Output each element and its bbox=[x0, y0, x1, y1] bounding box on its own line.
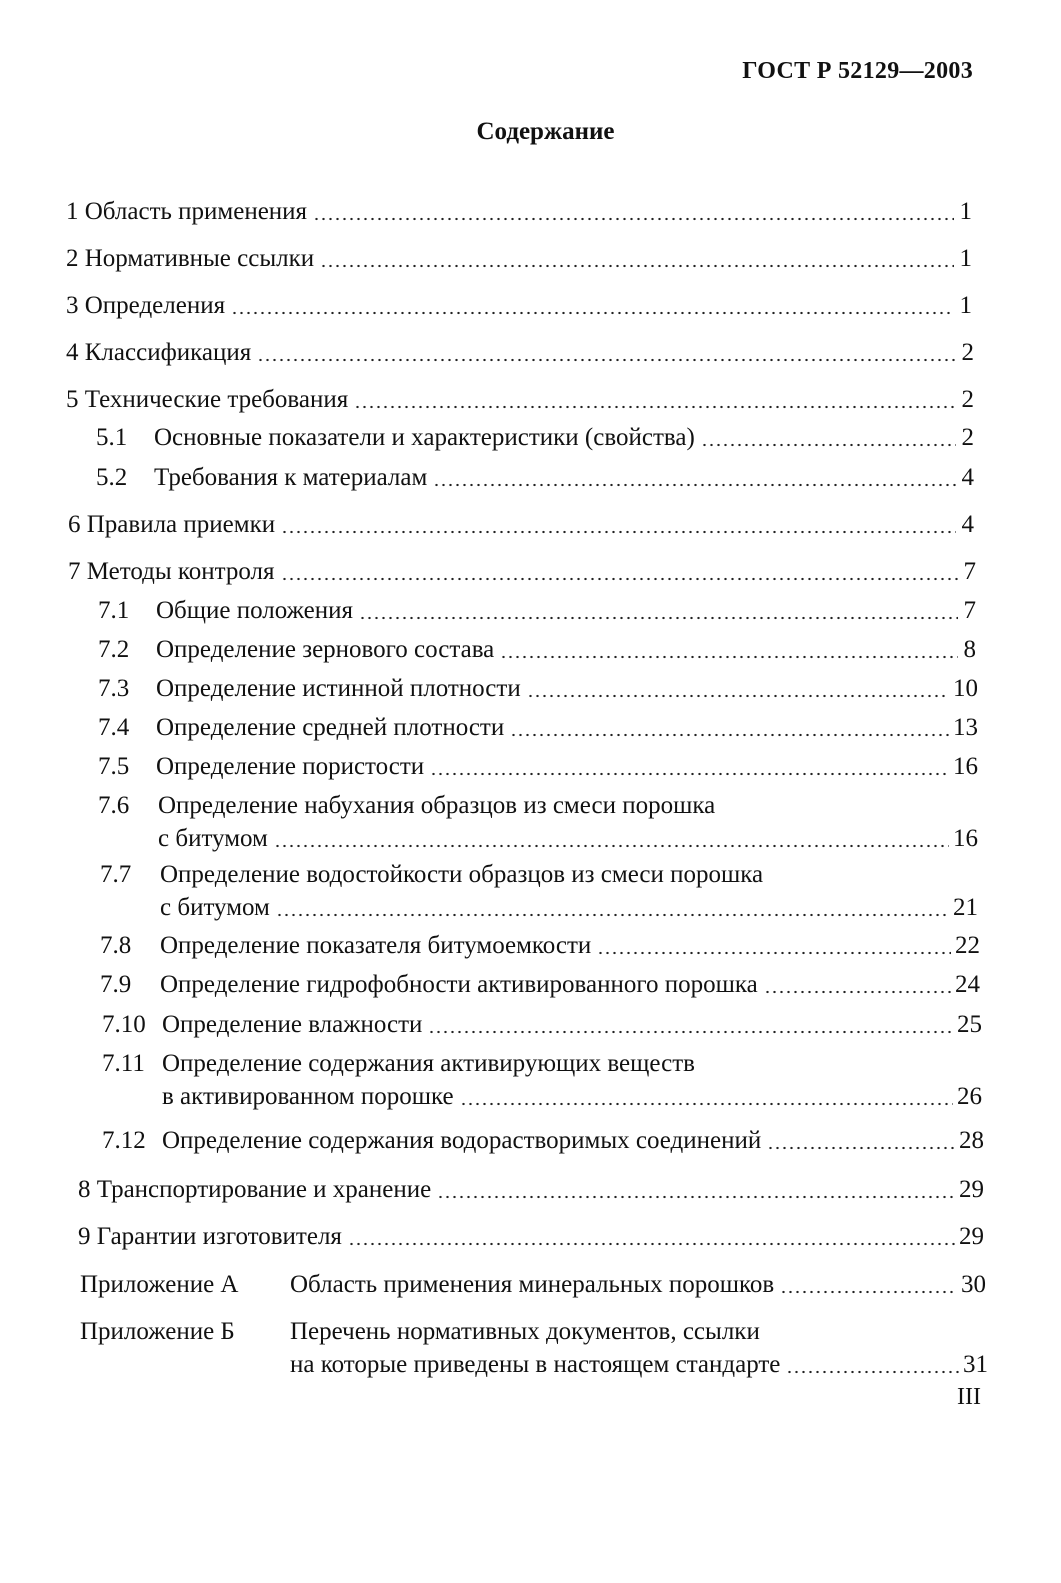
toc-entry[interactable] bbox=[78, 1173, 984, 1206]
toc-entry[interactable] bbox=[66, 195, 972, 228]
toc-entry-number: 7.5 bbox=[98, 753, 130, 780]
toc-entry[interactable] bbox=[68, 555, 976, 588]
toc-entry-title: Правила приемки bbox=[86, 511, 276, 538]
toc-entry-number: 5.1 bbox=[96, 424, 128, 451]
toc-entry[interactable] bbox=[66, 336, 974, 369]
dot-leader bbox=[597, 951, 951, 955]
toc-entry-title: Основные показатели и характеристики (свойства) bbox=[154, 424, 695, 451]
toc-entry-page: 13 bbox=[953, 714, 978, 741]
toc-entry-page: 24 bbox=[955, 971, 980, 998]
toc-entry-number: 7.4 bbox=[98, 714, 130, 741]
toc-entry[interactable] bbox=[68, 508, 974, 541]
toc-entry-page: 22 bbox=[955, 932, 980, 959]
toc-entry-title: Требования к материалам bbox=[154, 464, 428, 491]
toc-entry-title: Область применения минеральных порошков bbox=[290, 1271, 775, 1298]
toc-title: Содержание bbox=[476, 118, 615, 145]
toc-entry-number: 1 bbox=[66, 198, 79, 225]
toc-entry-page: 2 bbox=[961, 386, 974, 413]
appendix-label: Приложение Б bbox=[80, 1318, 235, 1345]
dot-leader bbox=[274, 844, 949, 848]
toc-entry-page: 26 bbox=[957, 1083, 982, 1110]
page-number: III bbox=[957, 1384, 981, 1410]
dot-leader bbox=[276, 913, 949, 917]
toc-entry-title-continuation: с битумом bbox=[158, 825, 268, 852]
toc-entry-page: 2 bbox=[961, 339, 974, 366]
toc-subentry[interactable] bbox=[100, 968, 980, 1001]
toc-entry-title: Транспортирование и хранение bbox=[96, 1176, 432, 1203]
toc-entry-page: 2 bbox=[961, 424, 974, 451]
dot-leader bbox=[460, 1102, 953, 1106]
toc-entry-page: 31 bbox=[963, 1351, 988, 1378]
toc-subentry[interactable] bbox=[98, 633, 976, 666]
toc-entry-title: Перечень нормативных документов, ссылки bbox=[290, 1318, 760, 1345]
dot-leader bbox=[780, 1290, 957, 1294]
dot-leader bbox=[320, 264, 954, 268]
dot-leader bbox=[359, 616, 958, 620]
toc-entry-page: 25 bbox=[957, 1011, 982, 1038]
dot-leader bbox=[430, 772, 949, 776]
toc-entry-number: 7 bbox=[68, 558, 81, 585]
toc-subentry[interactable] bbox=[98, 750, 978, 783]
toc-entry-page: 29 bbox=[959, 1176, 984, 1203]
dot-leader bbox=[281, 530, 956, 534]
toc-entry-title: Определение водостойкости образцов из смеси порошка bbox=[160, 861, 764, 888]
toc-entry-number: 7.12 bbox=[102, 1127, 146, 1154]
toc-entry-title: Определение содержания активирующих веществ bbox=[162, 1050, 695, 1077]
toc-subentry[interactable] bbox=[98, 672, 978, 705]
toc-entry-page: 10 bbox=[953, 675, 978, 702]
toc-entry-number: 7.1 bbox=[98, 597, 130, 624]
toc-entry-number: 8 bbox=[78, 1176, 91, 1203]
toc-entry-page: 30 bbox=[961, 1271, 986, 1298]
toc-entry-title: Определение истинной плотности bbox=[156, 675, 521, 702]
toc-entry-number: 5 bbox=[66, 386, 79, 413]
toc-subentry[interactable] bbox=[98, 789, 978, 855]
dot-leader bbox=[433, 483, 956, 487]
toc-entry-page: 7 bbox=[963, 597, 976, 624]
dot-leader bbox=[767, 1146, 955, 1150]
toc-entry-title: Определение содержания водорастворимых соединений bbox=[162, 1127, 762, 1154]
toc-entry-title: Классификация bbox=[84, 339, 252, 366]
toc-entry-number: 5.2 bbox=[96, 464, 128, 491]
toc-entry-number: 9 bbox=[78, 1223, 91, 1250]
appendix-label: Приложение А bbox=[80, 1271, 239, 1298]
toc-entry-title: Методы контроля bbox=[86, 558, 275, 585]
dot-leader bbox=[527, 694, 949, 698]
toc-entry-title: Определение гидрофобности активированного порошка bbox=[160, 971, 758, 998]
toc-entry-number: 7.3 bbox=[98, 675, 130, 702]
toc-entry-page: 16 bbox=[953, 825, 978, 852]
toc-appendix[interactable] bbox=[80, 1315, 988, 1381]
toc-subentry[interactable] bbox=[102, 1047, 982, 1113]
toc-entry-title: Определение зернового состава bbox=[156, 636, 495, 663]
dot-leader bbox=[500, 655, 958, 659]
toc-entry-title: Гарантии изготовителя bbox=[96, 1223, 342, 1250]
dot-leader bbox=[313, 217, 954, 221]
toc-entry-number: 4 bbox=[66, 339, 79, 366]
dot-leader bbox=[348, 1242, 955, 1246]
toc-entry-title-continuation: в активированном порошке bbox=[162, 1083, 454, 1110]
toc-entry-page: 1 bbox=[959, 198, 972, 225]
toc-entry-page: 7 bbox=[963, 558, 976, 585]
standard-header: ГОСТ Р 52129—2003 bbox=[742, 58, 973, 84]
toc-entry-number: 7.11 bbox=[102, 1050, 145, 1077]
toc-entry[interactable] bbox=[66, 242, 972, 275]
toc-entry-title-continuation: на которые приведены в настоящем стандарте bbox=[290, 1351, 781, 1378]
toc-entry-number: 7.8 bbox=[100, 932, 132, 959]
toc-entry-title: Определения bbox=[84, 292, 226, 319]
toc-subentry[interactable] bbox=[96, 421, 974, 454]
toc-entry-page: 29 bbox=[959, 1223, 984, 1250]
toc-entry-number: 7.6 bbox=[98, 792, 130, 819]
toc-subentry[interactable] bbox=[98, 711, 978, 744]
toc-entry-title: Определение показателя битумоемкости bbox=[160, 932, 592, 959]
toc-entry[interactable] bbox=[78, 1220, 984, 1253]
toc-entry-number: 7.10 bbox=[102, 1011, 146, 1038]
toc-entry[interactable] bbox=[66, 383, 974, 416]
toc-entry-title: Общие положения bbox=[156, 597, 353, 624]
toc-entry-number: 7.2 bbox=[98, 636, 130, 663]
toc-entry-title: Технические требования bbox=[84, 386, 349, 413]
toc-entry-page: 21 bbox=[953, 894, 978, 921]
toc-entry-page: 8 bbox=[963, 636, 976, 663]
toc-subentry[interactable] bbox=[100, 929, 980, 962]
toc-entry-number: 2 bbox=[66, 245, 79, 272]
toc-entry-title: Определение пористости bbox=[156, 753, 425, 780]
toc-appendix[interactable] bbox=[80, 1268, 986, 1301]
dot-leader bbox=[354, 405, 956, 409]
dot-leader bbox=[701, 443, 956, 447]
toc-subentry[interactable] bbox=[96, 461, 974, 494]
toc-entry-page: 28 bbox=[959, 1127, 984, 1154]
dot-leader bbox=[281, 577, 958, 581]
toc-entry-page: 4 bbox=[961, 464, 974, 491]
dot-leader bbox=[257, 358, 956, 362]
toc-entry-page: 4 bbox=[961, 511, 974, 538]
toc-entry-title: Область применения bbox=[84, 198, 308, 225]
toc-entry-title: Определение средней плотности bbox=[156, 714, 505, 741]
toc-entry-page: 1 bbox=[959, 245, 972, 272]
dot-leader bbox=[231, 311, 954, 315]
toc-entry-number: 7.7 bbox=[100, 861, 132, 888]
toc-entry-title: Определение влажности bbox=[162, 1011, 423, 1038]
toc-entry-number: 7.9 bbox=[100, 971, 132, 998]
toc-subentry[interactable] bbox=[102, 1008, 982, 1041]
toc-entry-title: Нормативные ссылки bbox=[84, 245, 315, 272]
toc-entry-number: 3 bbox=[66, 292, 79, 319]
toc-entry[interactable] bbox=[66, 289, 972, 322]
dot-leader bbox=[764, 990, 951, 994]
dot-leader bbox=[510, 733, 949, 737]
toc-entry-title: Определение набухания образцов из смеси порошка bbox=[158, 792, 716, 819]
dot-leader bbox=[437, 1195, 955, 1199]
toc-subentry[interactable] bbox=[98, 594, 976, 627]
toc-entry-number: 6 bbox=[68, 511, 81, 538]
dot-leader bbox=[786, 1370, 959, 1374]
toc-entry-title-continuation: с битумом bbox=[160, 894, 270, 921]
dot-leader bbox=[428, 1030, 953, 1034]
toc-entry-page: 16 bbox=[953, 753, 978, 780]
toc-subentry[interactable] bbox=[102, 1124, 984, 1157]
toc-subentry[interactable] bbox=[100, 858, 978, 924]
toc-entry-page: 1 bbox=[959, 292, 972, 319]
